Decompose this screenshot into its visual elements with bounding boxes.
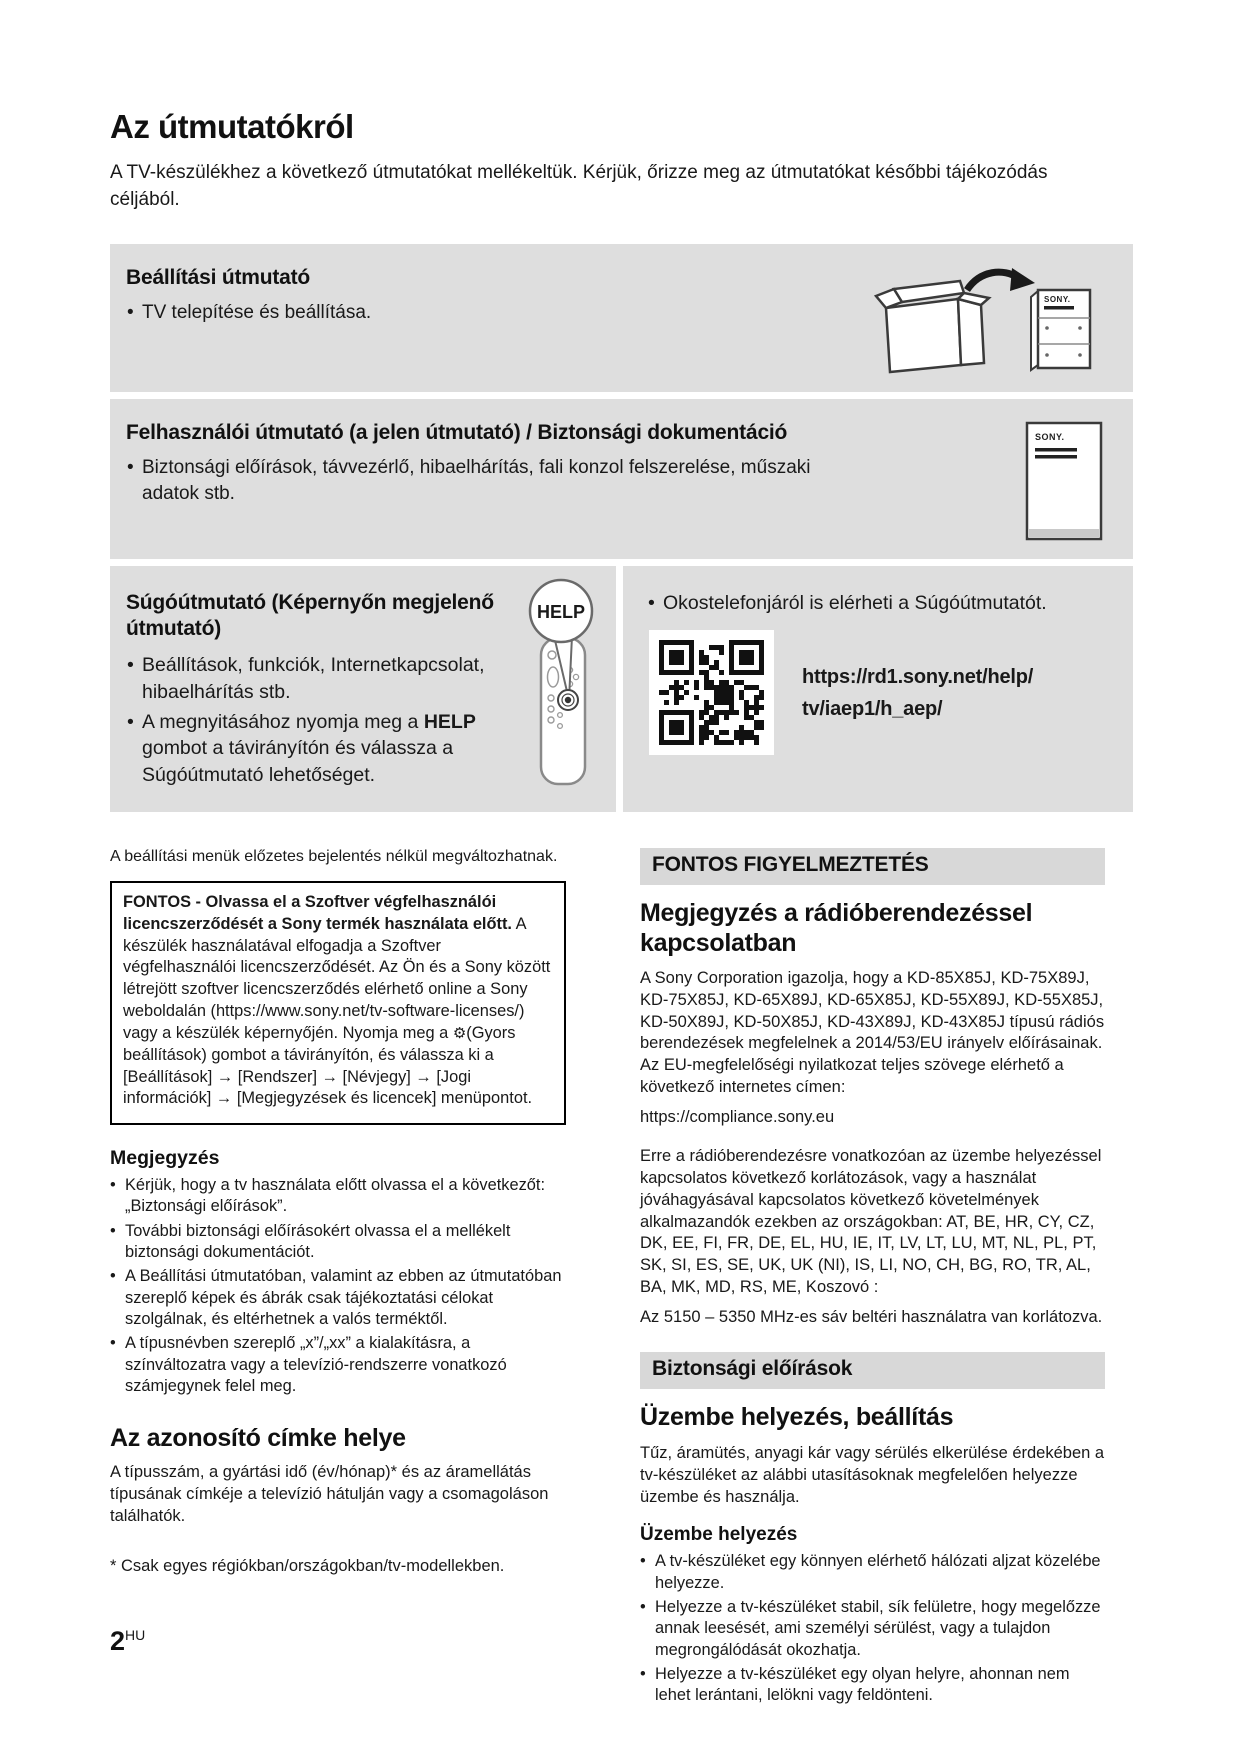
eula-bold-lead: FONTOS - Olvassa el a Szoftver végfelhasználói licencszerződését a Sony termék használata előtt. xyxy=(123,893,512,933)
help-guide-heading: Súgóútmutató (Képernyőn megjelenő útmutató) xyxy=(126,590,494,641)
smartphone-bullet: • Okostelefonjáról is elérheti a Súgóútmutatót. xyxy=(647,590,1115,616)
language-code: HU xyxy=(125,1627,146,1643)
notes-heading: Megjegyzés xyxy=(110,1147,220,1170)
radio-equipment-heading: Megjegyzés a rádióberendezéssel kapcsolatban xyxy=(640,899,1033,957)
id-label-heading: Az azonosító címke helye xyxy=(110,1424,406,1453)
qr-row xyxy=(649,630,1115,755)
sony-logo-leaflet: SONY. xyxy=(1044,294,1071,304)
page-footer xyxy=(110,1626,145,1657)
installation-subheading: Üzembe helyezés xyxy=(640,1524,798,1546)
user-guide-booklet-illustration xyxy=(1025,421,1103,541)
safety-regulations-banner: Biztonsági előírások xyxy=(640,1352,1105,1389)
help-guide-box xyxy=(110,566,616,812)
eula-important-box: FONTOS - Olvassa el a Szoftver végfelhasználói licencszerződését a Sony termék használata előtt. A készülék használatával elfogadja a Szoftver végfelhasználói licencszerződését. Az Ön és a Sony között létrejött szoftver licencszerződés elérhető online a Sony weboldalán (https://www.sony.net/tv-software-licenses/) vagy a készülék képernyőjén. Nyomja meg a ⚙(Gyors beállítások) gombot a távirányítón, és válassza ki a [Beállítások] → [Rendszer] → [Névjegy] → [Jogi információk] → [Megjegyzések és licencek] menüpontot. xyxy=(110,881,566,1125)
page-title: Az útmutatókról xyxy=(110,108,354,145)
user-guide-text xyxy=(126,421,1025,506)
user-guide-bullet: • Biztonsági előírások, távvezérlő, hibaelhárítás, fali konzol felszerelése, műszaki adatok stb. xyxy=(126,455,826,506)
qr-code xyxy=(649,630,774,755)
help-guide-row xyxy=(110,566,1133,812)
tv-carton-and-leaflet-illustration xyxy=(872,266,1107,374)
sony-logo-booklet: SONY. xyxy=(1035,431,1065,442)
id-label-footnote: * Csak egyes régiókban/országokban/tv-modellekben. xyxy=(110,1556,505,1575)
help-guide-bullet-1: • Beállítások, funkciók, Internetkapcsolat, hibaelhárítás stb. xyxy=(126,652,496,705)
note-item: • A típusnévben szereplő „x”/„xx” a kialakításra, a színváltozatra vagy a televízió-rendszerre vonatkozó számjegynek felel meg. xyxy=(110,1333,566,1397)
installation-setup-body: Tűz, áramütés, anyagi kár vagy sérülés elkerülése érdekében a tv-készüléket az alábbi utasításoknak megfelelően helyezze üzembe és használja. xyxy=(640,1443,1105,1506)
installation-item: • Helyezze a tv-készüléket egy olyan helyre, ahonnan nem lehet lerántani, lelökni vagy feldönteni. xyxy=(640,1664,1105,1707)
user-guide-box xyxy=(110,399,1133,559)
menus-change-note: A beállítási menük előzetes bejelentés nélkül megváltozhatnak. xyxy=(110,848,558,865)
id-label-body: A típusszám, a gyártási idő (év/hónap)* és az áramellátás típusának címkéje a televízió hátulján vagy a csomagoláson találhatók. xyxy=(110,1463,549,1525)
user-guide-heading: Felhasználói útmutató (a jelen útmutató) / Biztonsági dokumentáció xyxy=(126,420,788,444)
setup-guide-bullet: • TV telepítése és beállítása. xyxy=(126,300,852,326)
note-item: • Kérjük, hogy a tv használata előtt olvassa el a következőt: „Biztonsági előírások”. xyxy=(110,1175,566,1218)
intro-paragraph: A TV-készülékhez a következő útmutatókat mellékeltük. Kérjük, őrizze meg az útmutatókat későbbi tájékozódás céljából. xyxy=(110,162,1048,210)
smartphone-help-box xyxy=(623,566,1133,812)
compliance-url: https://compliance.sony.eu xyxy=(640,1107,835,1126)
remote-help-illustration xyxy=(510,578,614,790)
installation-setup-heading: Üzembe helyezés, beállítás xyxy=(640,1403,954,1432)
right-column xyxy=(640,848,1105,1710)
quick-settings-gear-icon: ⚙ xyxy=(452,1024,467,1042)
help-bubble-label: HELP xyxy=(536,601,586,622)
notes-list xyxy=(110,1175,566,1397)
installation-list xyxy=(640,1551,1105,1706)
setup-guide-heading: Beállítási útmutató xyxy=(126,265,311,289)
help-button-label: HELP xyxy=(423,711,476,734)
important-warning-banner: FONTOS FIGYELMEZTETÉS xyxy=(640,848,1105,885)
radio-equipment-body: A Sony Corporation igazolja, hogy a KD-85X85J, KD-75X89J, KD-75X85J, KD-65X89J, KD-65X85J, KD-55X89J, KD-55X85J, KD-50X89J, KD-50X85J, KD-43X89J, KD-43X85J típusú rádiós berendezések megfelelnek a 2014/53/EU irányelv előírásainak. Az EU-megfelelőségi nyilatkozat teljes szövege elérhető a következő internetes címen: xyxy=(640,969,1105,1096)
setup-guide-text xyxy=(126,266,872,326)
note-item: • A Beállítási útmutatóban, valamint az ebben az útmutatóban szereplő képek és ábrák csak tájékoztatási célokat szolgálnak, és eltérhetnek a valós terméktől. xyxy=(110,1266,566,1330)
two-column-area xyxy=(110,848,1133,1710)
help-guide-bullet-2: • A megnyitásához nyomja meg a HELP gombot a távirányítón és válassza a Súgóútmutató lehetőséget. xyxy=(126,709,496,788)
setup-guide-box xyxy=(110,244,1133,392)
band-restriction-note: Az 5150 – 5350 MHz-es sáv beltéri használatra van korlátozva. xyxy=(640,1307,1103,1326)
radio-restrictions: Erre a rádióberendezésre vonatkozóan az üzembe helyezéssel kapcsolatos következő korlátozások, vagy a használat jóváhagyásával kapcsolatos következő követelmények alkalmazandók ezekben az országokban: AT, BE, HR, CY, CZ, DK, EE, FI, FR, DE, EL, HU, IE, IT, LV, LT, LU, MT, NL, PL, PT, SK, SI, ES, SE, UK, UK (NI), IS, LI, NO, CH, BG, RO, TR, AL, BA, MK, MD, RS, ME, Koszovó : xyxy=(640,1147,1102,1296)
page-number: 2 xyxy=(110,1626,126,1656)
note-item: • További biztonsági előírásokért olvassa el a mellékelt biztonsági dokumentációt. xyxy=(110,1221,566,1264)
left-column xyxy=(110,848,566,1710)
installation-item: • A tv-készüléket egy könnyen elérhető hálózati aljzat közelébe helyezze. xyxy=(640,1551,1105,1594)
help-guide-url: https://rd1.sony.net/help/ tv/iaep1/h_aep/ xyxy=(802,665,1034,720)
installation-item: • Helyezze a tv-készüléket stabil, sík felületre, hogy megelőzze annak leesését, ami személyi sérülést, vagy a tulajdon megrongálódását okozhatja. xyxy=(640,1597,1105,1661)
qr-code-icon xyxy=(659,640,764,745)
